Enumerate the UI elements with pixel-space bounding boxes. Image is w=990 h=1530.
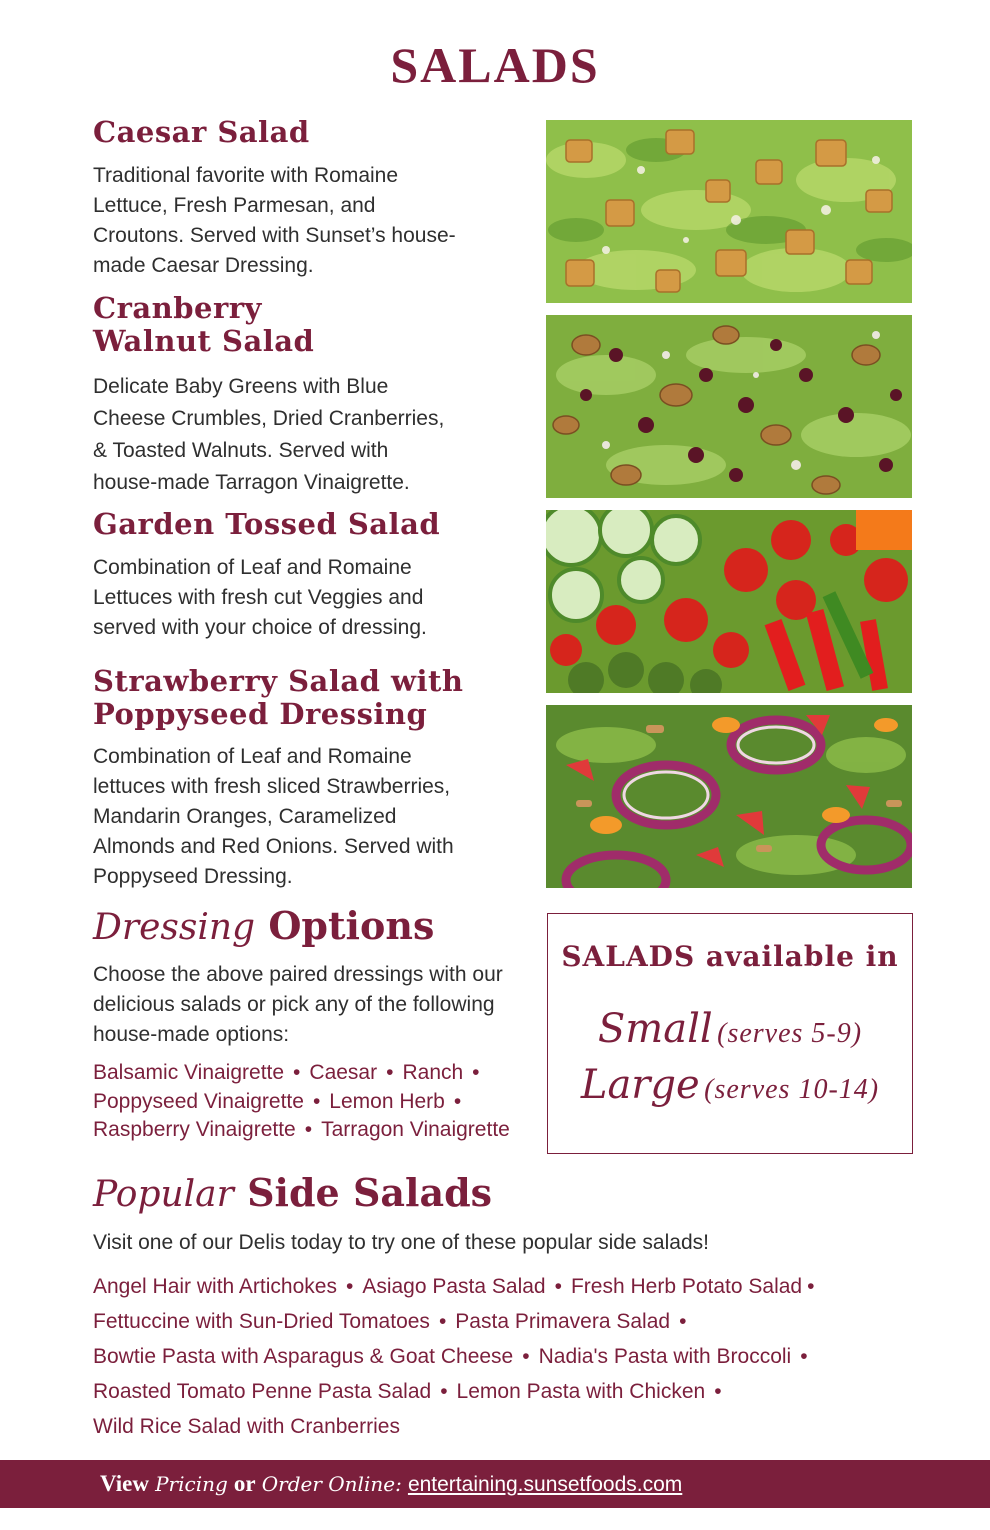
dressing-list-line: Balsamic Vinaigrette • Caesar • Ranch • [93, 1061, 480, 1084]
list-item: Pasta Primavera Salad [455, 1310, 671, 1333]
size-small: Small (serves 5-9) [597, 1006, 863, 1052]
cranberry-walnut-salad-title: Cranberry Walnut Salad [93, 291, 315, 358]
list-item: Asiago Pasta Salad [362, 1275, 546, 1298]
dressing-heading-script: Dressing [93, 907, 256, 948]
list-item: Fresh Herb Potato Salad [570, 1275, 803, 1298]
list-item: Nadia's Pasta with Broccoli [538, 1345, 792, 1368]
footer-order-online: Order Online: [261, 1472, 402, 1496]
dressing-heading-bold: Options [268, 903, 435, 948]
size-large: Large (serves 10-14) [580, 1062, 880, 1108]
list-item: Lemon Herb [329, 1090, 445, 1113]
footer-or: or [233, 1471, 256, 1496]
order-online-link[interactable]: entertaining.sunsetfoods.com [407, 1473, 683, 1496]
footer-pricing: Pricing [155, 1472, 228, 1496]
strawberry-salad-photo [546, 705, 912, 888]
strawberry-salad-title: Strawberry Salad with Poppyseed Dressing [93, 664, 464, 731]
list-item: Fettuccine with Sun-Dried Tomatoes [93, 1310, 430, 1333]
garden-tossed-salad-photo [546, 510, 912, 693]
garden-tossed-salad-description: Combination of Leaf and Romaine Lettuces with fresh cut Veggies and served with your choice of dressing. [93, 556, 427, 639]
cranberry-walnut-salad-photo [546, 315, 912, 498]
footer-bar [0, 1460, 990, 1508]
side-salads-intro: Visit one of our Delis today to try one of these popular side salads! [93, 1231, 709, 1254]
garden-tossed-salad-title: Garden Tossed Salad [93, 507, 441, 541]
caesar-salad-title: Caesar Salad [93, 115, 310, 149]
strawberry-salad-description: Combination of Leaf and Romaine lettuces with fresh sliced Strawberries, Mandarin Oranges, Caramelized Almonds and Red Onions. Served with Poppyseed Dressing. [93, 745, 454, 888]
dressing-description: Choose the above paired dressings with our delicious salads or pick any of the following house-made options: [93, 963, 503, 1046]
side-salads-list-line: Bowtie Pasta with Asparagus & Goat Cheese • Nadia's Pasta with Broccoli • [93, 1345, 808, 1368]
list-item: Poppyseed Vinaigrette [93, 1090, 304, 1113]
dressing-list-line: Raspberry Vinaigrette • Tarragon Vinaigrette [93, 1118, 510, 1141]
list-item: Wild Rice Salad with Cranberries [93, 1415, 400, 1438]
list-item: Ranch [402, 1061, 464, 1084]
list-item: Bowtie Pasta with Asparagus & Goat Cheese [93, 1345, 514, 1368]
salad-sizes-box [547, 913, 913, 1154]
footer-view: View [100, 1471, 149, 1496]
page-title: SALADS [390, 37, 600, 93]
sizes-title: SALADS available in [561, 940, 899, 973]
caesar-salad-description: Traditional favorite with Romaine Lettuce, Fresh Parmesan, and Croutons. Served with Sunset’s house- made Caesar Dressing. [93, 164, 456, 277]
side-salads-list-line: Roasted Tomato Penne Pasta Salad • Lemon Pasta with Chicken • [93, 1380, 722, 1403]
dressing-options-heading [93, 903, 434, 951]
cranberry-walnut-salad-description: Delicate Baby Greens with Blue Cheese Crumbles, Dried Cranberries, & Toasted Walnuts. Served with house-made Tarragon Vinaigrette. [93, 375, 445, 494]
side-salads-heading-script: Popular [93, 1174, 234, 1215]
list-item: Tarragon Vinaigrette [321, 1118, 510, 1141]
list-item: Lemon Pasta with Chicken [456, 1380, 706, 1403]
list-item: Caesar [309, 1061, 378, 1084]
dressing-list-line: Poppyseed Vinaigrette • Lemon Herb • [93, 1090, 462, 1113]
list-item: Roasted Tomato Penne Pasta Salad [93, 1380, 432, 1403]
list-item: Balsamic Vinaigrette [93, 1061, 285, 1084]
side-salads-list-line [93, 1415, 400, 1439]
side-salads-list-line: Fettuccine with Sun-Dried Tomatoes • Pasta Primavera Salad • [93, 1310, 687, 1333]
side-salads-heading [93, 1170, 492, 1218]
list-item: Angel Hair with Artichokes [93, 1275, 337, 1298]
side-salads-list-line: Angel Hair with Artichokes • Asiago Pasta Salad • Fresh Herb Potato Salad • [93, 1275, 815, 1298]
side-salads-heading-bold: Side Salads [247, 1170, 493, 1215]
list-item: Raspberry Vinaigrette [93, 1118, 296, 1141]
caesar-salad-photo [546, 120, 912, 303]
